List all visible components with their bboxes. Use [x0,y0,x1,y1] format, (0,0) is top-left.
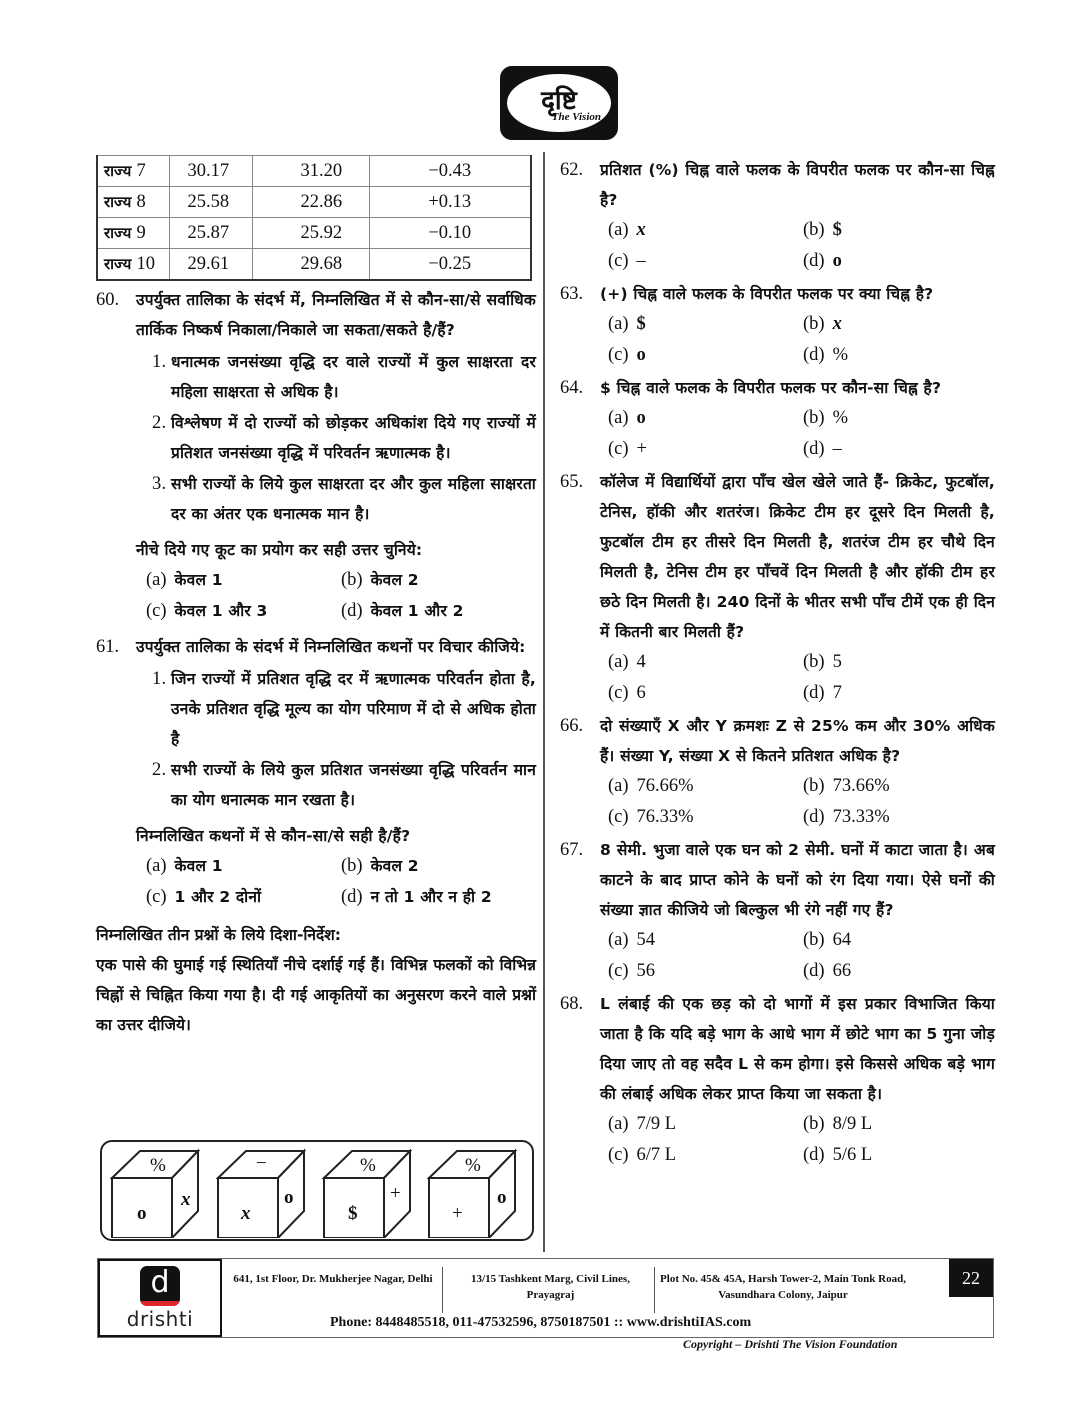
statement-list [96,347,536,529]
question-67 [560,835,995,986]
option-label: (a) [146,570,167,590]
option-label: (c) [608,345,629,365]
change-cell: −0.10 [369,218,531,249]
logo-oval [507,74,611,132]
option-label: (b) [341,856,363,876]
value-cell: 22.86 [252,187,369,218]
statement-number: 1. [152,352,167,372]
option-text: केवल 2 [370,571,419,589]
instruction-line: नीचे दिये गए कूट का प्रयोग कर सही उत्तर चुनिये: [136,541,423,559]
option-b[interactable] [803,215,1003,245]
option-label: (a) [608,652,629,672]
option-text: 66 [832,961,852,981]
option-label: (c) [608,439,629,459]
contact-line: Phone: 8448485518, 011-47532596, 8750187501 :: www.drishtiIAS.com [330,1315,752,1330]
option-label: (d) [803,439,825,459]
statement-text: धनात्मक जनसंख्या वृद्धि दर वाले राज्यों में कुल साक्षरता दर महिला साक्षरता से अधिक है। [171,353,536,401]
option-text: % [832,345,848,365]
die-side-symbol: o [284,1187,294,1208]
page-number: 22 [949,1259,993,1297]
option-text: % [832,408,848,428]
option-a[interactable] [608,309,803,339]
change-cell: −0.43 [369,156,531,187]
options-grid [600,1109,995,1170]
dice-figure [100,1140,534,1241]
question-63 [560,279,995,370]
die-1 [110,1148,200,1238]
die-2 [216,1148,306,1238]
option-d[interactable] [803,434,1003,464]
option-d[interactable] [803,956,1003,986]
option-text: 73.66% [832,776,890,796]
table-row [97,218,531,249]
option-label: (c) [146,887,167,907]
option-label: (d) [803,807,825,827]
statement-text: विश्लेषण में दो राज्यों को छोड़कर अधिकांश दिये गए राज्यों में प्रतिशत जनसंख्या वृद्धि में परिवर्तन ऋणात्मक है। [171,414,536,462]
question-text: कॉलेज में विद्यार्थियों द्वारा पाँच खेल खेले जाते हैं- क्रिकेट, फुटबॉल, टेनिस, हॉकी और शतरंज। क्रिकेट टीम हर दूसरे दिन मिलती है, फुटबॉल टीम हर तीसरे दिन मिलती है, शतरंज टीम हर चौथे दिन मिलती है, टेनिस टीम हर पाँचवें दिन मिलती है और हॉकी टीम हर छठे दिन मिलती है। 240 दिनों के भीतर सभी पाँच टीमें एक ही दिन में कितनी बार मिलती हैं? [600,473,995,641]
option-label: (a) [608,314,629,334]
value-cell: 25.58 [169,187,252,218]
question-text: उपर्युक्त तालिका के संदर्भ में निम्नलिखित कथनों पर विचार कीजिये: [136,638,526,656]
right-column [560,155,995,1170]
option-label: (c) [608,807,629,827]
option-label: (d) [341,601,363,621]
option-label: (a) [608,1114,629,1134]
option-label: (b) [803,1114,825,1134]
option-label: (a) [608,930,629,950]
die-top-symbol: − [256,1153,267,1174]
column-divider [543,152,545,1252]
value-cell: 25.87 [169,218,252,249]
options-grid [600,647,995,708]
option-a[interactable] [608,771,803,801]
logo-hindi-text: दृष्टि [541,86,577,116]
question-number: 68. [560,994,584,1014]
option-d[interactable] [341,596,536,626]
option-label: (d) [803,683,825,703]
option-text: 56 [636,961,656,981]
options-grid [600,309,995,370]
die-3 [322,1148,412,1238]
value-cell: 31.20 [252,156,369,187]
option-text: o [832,251,842,271]
option-text: 54 [636,930,656,950]
option-d[interactable] [803,678,1003,708]
address-jaipur: Plot No. 45& 45A, Harsh Tower-2, Main Tonk Road, Vasundhara Colony, Jaipur [660,1273,906,1301]
option-a[interactable] [608,215,803,245]
option-c[interactable] [608,802,803,832]
option-text: + [636,439,647,459]
option-text: केवल 2 [370,857,419,875]
option-label: (d) [803,251,825,271]
value-cell: 30.17 [169,156,252,187]
option-label: (a) [608,776,629,796]
option-c[interactable] [608,246,803,276]
option-c[interactable] [608,434,803,464]
option-label: (a) [146,856,167,876]
directions-body: एक पासे की घुमाई गई स्थितियाँ नीचे दर्शाई गई हैं। विभिन्न फलकों को विभिन्न चिह्नों से चिह्नित किया गया है। दी गई आकृतियों का अनुसरण करने वाले प्रश्नों का उत्तर दीजिये। [96,956,536,1034]
logo-d-glyph: d [150,1266,170,1300]
option-b[interactable] [803,771,1003,801]
state-number: 8 [136,192,146,212]
option-text: $ [832,220,842,240]
options-grid [136,565,536,626]
die-front-symbol: $ [348,1203,358,1224]
option-text: 7 [832,683,842,703]
option-text: 6/7 L [636,1145,677,1165]
die-4 [427,1148,517,1238]
question-66 [560,711,995,832]
option-text: 8/9 L [832,1114,873,1134]
option-text: x [636,220,646,240]
statement-text: सभी राज्यों के लिये कुल प्रतिशत जनसंख्या वृद्धि परिवर्तन मान का योग धनात्मक मान रखता है। [171,761,536,809]
option-label: (c) [608,251,629,271]
option-b[interactable] [803,1109,1003,1139]
option-label: (b) [803,930,825,950]
option-label: (a) [608,220,629,240]
state-cell [97,187,169,218]
option-text: केवल 1 और 2 [370,602,464,620]
state-number: 7 [136,161,146,181]
die-side-symbol: x [181,1189,191,1210]
state-cell [97,156,169,187]
option-text: केवल 1 [174,571,223,589]
question-number: 63. [560,284,584,304]
table-row [97,187,531,218]
question-68 [560,989,995,1170]
question-60 [96,285,536,345]
statement [96,347,536,407]
option-label: (d) [341,887,363,907]
left-column [96,155,536,1040]
value-cell: 29.61 [169,249,252,281]
option-a[interactable] [608,403,803,433]
state-data-table [96,155,532,281]
option-label: (c) [146,601,167,621]
table-row [97,249,531,281]
logo-english-text: The Vision [551,111,601,123]
statement [96,664,536,754]
page-footer [97,1258,994,1338]
statement-number: 3. [152,474,167,494]
statement-number: 2. [152,413,167,433]
option-d[interactable] [803,246,1003,276]
option-d[interactable] [341,882,536,912]
option-label: (b) [803,776,825,796]
option-label: (b) [803,408,825,428]
option-label: (d) [803,961,825,981]
instruction-line: निम्नलिखित कथनों में से कौन-सा/से सही है/हैं? [136,827,411,845]
question-number: 60. [96,290,120,310]
option-c[interactable] [608,340,803,370]
option-text: $ [636,314,646,334]
options-grid [136,851,536,912]
option-b[interactable] [803,925,1003,955]
state-label: राज्य [104,162,132,180]
option-text: 76.66% [636,776,694,796]
question-62 [560,155,995,276]
option-text: केवल 1 और 3 [174,602,268,620]
option-b[interactable] [803,647,1003,677]
option-c[interactable] [146,882,341,912]
change-cell: −0.25 [369,249,531,281]
state-label: राज्य [104,255,132,273]
statement-number: 2. [152,760,167,780]
option-label: (b) [803,220,825,240]
option-label: (d) [803,345,825,365]
address-delhi: 641, 1st Floor, Dr. Mukherjee Nagar, Delhi [233,1273,433,1285]
option-d[interactable] [803,340,1003,370]
option-text: – [832,439,842,459]
options-grid [600,925,995,986]
table-row [97,156,531,187]
option-text: न तो 1 और न ही 2 [370,888,492,906]
drishti-footer-logo [98,1259,222,1337]
drishti-vision-logo [500,66,618,140]
statement [96,408,536,468]
question-text: $ चिह्न वाले फलक के विपरीत फलक पर कौन-सा चिह्न है? [600,379,942,397]
option-text: 5 [832,652,842,672]
option-a[interactable] [146,565,341,595]
option-text: 64 [832,930,852,950]
state-number: 10 [136,254,156,274]
option-label: (c) [608,1145,629,1165]
question-text: (+) चिह्न वाले फलक के विपरीत फलक पर क्या चिह्न है? [600,285,934,303]
drishti-app-icon [140,1266,180,1306]
question-number: 61. [96,637,120,657]
option-d[interactable] [803,802,1003,832]
statement-number: 1. [152,669,167,689]
option-label: (b) [341,570,363,590]
question-text: प्रतिशत (%) चिह्न वाले फलक के विपरीत फलक पर कौन-सा चिह्न है? [600,161,995,209]
options-grid [600,771,995,832]
die-side-symbol: o [497,1187,507,1208]
options-grid [600,403,995,464]
statement-text: जिन राज्यों में प्रतिशत वृद्धि दर में ऋणात्मक परिवर्तन होता है, उनके प्रतिशत वृद्धि मूल्य का योग परिमाण में दो से अधिक होता है [171,670,536,748]
die-side-symbol: + [390,1183,401,1204]
option-text: 6 [636,683,646,703]
option-text: o [636,345,646,365]
option-text: 5/6 L [832,1145,873,1165]
option-c[interactable] [608,956,803,986]
question-text: 8 सेमी. भुजा वाले एक घन को 2 सेमी. घनों में काटा जाता है। अब काटने के बाद प्राप्त कोने के घनों को रंग दिया गया। ऐसे घनों की संख्या ज्ञात कीजिये जो बिल्कुल भी रंगे नहीं गए हैं? [600,841,995,919]
state-cell [97,218,169,249]
value-cell: 25.92 [252,218,369,249]
statement [96,755,536,815]
state-label: राज्य [104,224,132,242]
copyright-text: Copyright – Drishti The Vision Foundation [683,1337,898,1351]
address-divider [442,1267,443,1313]
option-text: x [832,314,842,334]
option-label: (b) [803,652,825,672]
option-label: (c) [608,683,629,703]
question-number: 64. [560,378,584,398]
option-text: – [636,251,646,271]
die-top-symbol: % [465,1155,481,1176]
option-b[interactable] [803,403,1003,433]
option-c[interactable] [608,1140,803,1170]
option-text: 1 और 2 दोनों [174,888,262,906]
die-front-symbol: + [452,1203,463,1224]
address-prayagraj: 13/15 Tashkent Marg, Civil Lines, Prayagraj [471,1273,630,1301]
question-61 [96,632,536,662]
address-divider [654,1267,655,1313]
option-text: 7/9 L [636,1114,677,1134]
question-number: 67. [560,840,584,860]
option-b[interactable] [341,565,536,595]
question-text: L लंबाई की एक छड़ को दो भागों में इस प्रकार विभाजित किया जाता है कि यदि बड़े भाग के आधे भाग में छोटे भाग का 5 गुना जोड़ दिया जाए तो वह सदैव L से कम होगा। इसे किससे अधिक बड़े भाग की लंबाई अधिक लेकर प्राप्त किया जा सकता है। [600,995,995,1103]
option-b[interactable] [341,851,536,881]
option-text: 4 [636,652,646,672]
option-text: o [636,408,646,428]
question-text: दो संख्याएँ X और Y क्रमशः Z से 25% कम और 30% अधिक हैं। संख्या Y, संख्या X से कितने प्रतिशत अधिक है? [600,717,995,765]
statement [96,469,536,529]
statement-text: सभी राज्यों के लिये कुल साक्षरता दर और कुल महिला साक्षरता दर का अंतर एक धनात्मक मान है। [171,475,536,523]
question-number: 66. [560,716,584,736]
question-text: उपर्युक्त तालिका के संदर्भ में, निम्नलिखित में से कौन-सा/से सर्वाधिक तार्किक निष्कर्ष निकाला/निकाले जा सकता/सकते है/हैं? [136,291,536,339]
options-grid [600,215,995,276]
option-a[interactable] [608,925,803,955]
option-label: (b) [803,314,825,334]
state-label: राज्य [104,193,132,211]
die-top-symbol: % [150,1155,166,1176]
question-number: 62. [560,160,584,180]
state-cell [97,249,169,281]
option-a[interactable] [146,851,341,881]
option-d[interactable] [803,1140,1003,1170]
option-label: (a) [608,408,629,428]
option-text: 76.33% [636,807,694,827]
question-64 [560,373,995,464]
option-label: (d) [803,1145,825,1165]
option-c[interactable] [608,678,803,708]
question-number: 65. [560,472,584,492]
die-top-symbol: % [360,1155,376,1176]
option-b[interactable] [803,309,1003,339]
logo-red-bar [140,1301,180,1306]
question-65 [560,467,995,708]
statement-list [96,664,536,815]
die-front-symbol: x [241,1203,251,1224]
logo-wordmark: drishti [126,1307,194,1331]
directions-title: निम्नलिखित तीन प्रश्नों के लिये दिशा-निर्देश: [96,926,341,944]
value-cell: 29.68 [252,249,369,281]
option-text: 73.33% [832,807,890,827]
option-a[interactable] [608,1109,803,1139]
die-front-symbol: o [137,1203,147,1224]
option-label: (c) [608,961,629,981]
state-number: 9 [136,223,146,243]
option-c[interactable] [146,596,341,626]
option-text: केवल 1 [174,857,223,875]
change-cell: +0.13 [369,187,531,218]
option-a[interactable] [608,647,803,677]
